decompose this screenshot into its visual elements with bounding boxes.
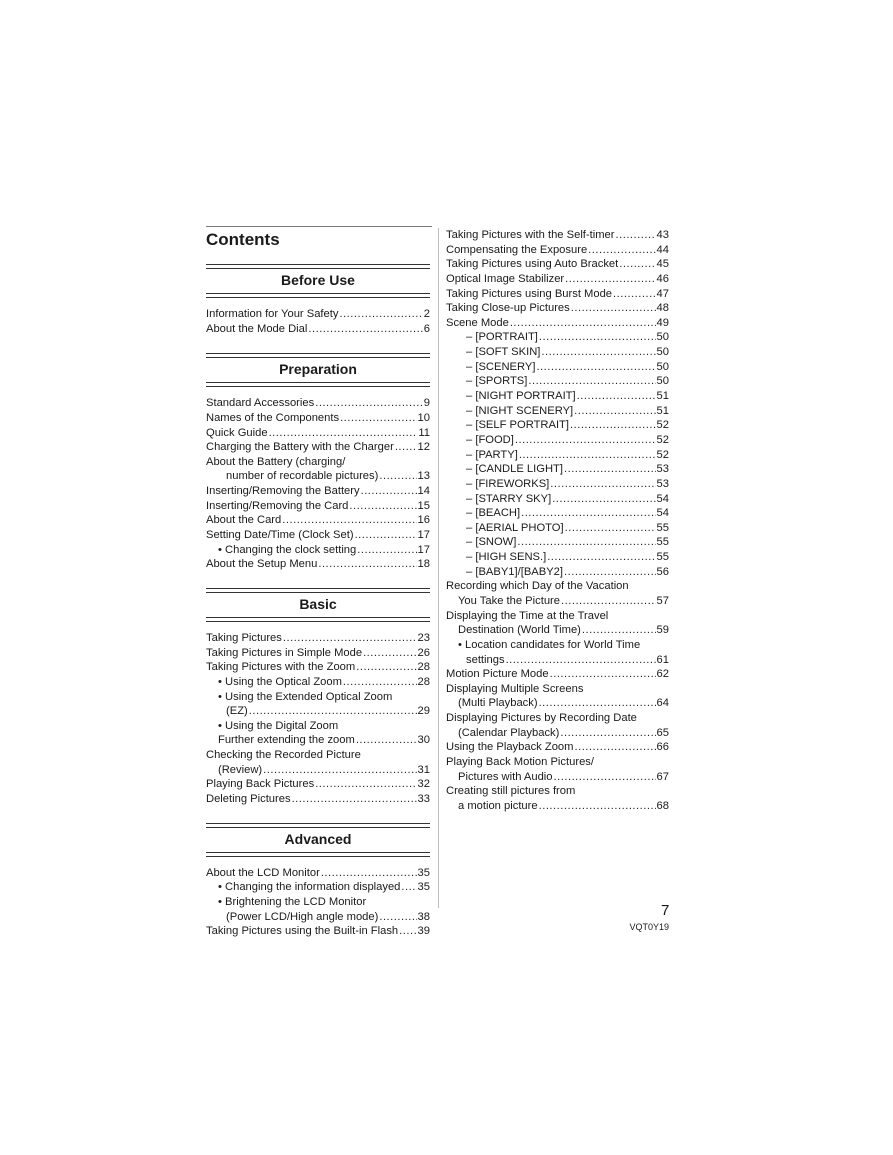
dot-leader (399, 924, 416, 939)
double-rule (206, 588, 430, 593)
toc-entry-page: 30 (417, 734, 430, 747)
toc-entry-label: About the Card (206, 514, 282, 527)
toc-entry (446, 770, 669, 785)
toc-entry (446, 492, 669, 507)
toc-entry (446, 477, 669, 492)
toc-entry-label: Setting Date/Time (Clock Set) (206, 529, 354, 542)
dot-leader (315, 777, 416, 792)
toc-section (206, 264, 430, 336)
toc-entry (206, 484, 430, 499)
toc-entry-label: – [FIREWORKS] (466, 477, 550, 490)
dot-leader (550, 667, 656, 682)
toc-entry (446, 257, 669, 272)
dot-leader (560, 726, 655, 741)
dot-leader (356, 733, 417, 748)
toc-entry-label: Using the Playback Zoom (446, 741, 574, 754)
dot-leader (510, 316, 656, 331)
double-rule (206, 823, 430, 828)
toc-entry-page: 32 (417, 778, 430, 791)
toc-entry (446, 374, 669, 389)
toc-entry-page: 68 (656, 799, 669, 812)
toc-entry (206, 513, 430, 528)
toc-entry (206, 895, 430, 910)
toc-entry-page: 55 (656, 551, 669, 564)
dot-leader (379, 910, 416, 925)
dot-leader (263, 763, 416, 778)
dot-leader (574, 740, 655, 755)
toc-entry-page: 50 (656, 360, 669, 373)
dot-leader (401, 880, 416, 895)
dot-leader (582, 623, 656, 638)
toc-entry-page: 49 (656, 316, 669, 329)
dot-leader (506, 653, 656, 668)
toc-entry-label: Destination (World Time) (458, 624, 581, 637)
section-header (206, 588, 430, 622)
toc-entry-page: 55 (656, 536, 669, 549)
toc-entry (206, 763, 430, 778)
dot-leader (339, 307, 422, 322)
toc-entry-label: Displaying Multiple Screens (446, 682, 584, 695)
toc-entry (206, 792, 430, 807)
toc-entry (446, 287, 669, 302)
toc-entry-label: • Using the Optical Zoom (218, 675, 342, 688)
toc-entry-page: 50 (656, 375, 669, 388)
toc-entry-page: 29 (417, 705, 430, 718)
dot-leader (269, 426, 418, 441)
toc-entry-page: 45 (656, 258, 669, 271)
toc-entry-label: – [HIGH SENS.] (466, 551, 547, 564)
contents-title: Contents (206, 230, 280, 249)
toc-entry-label: – [PORTRAIT] (466, 331, 538, 344)
toc-entry (446, 330, 669, 345)
toc-entry-page: 64 (656, 697, 669, 710)
toc-entry-page: 23 (417, 631, 430, 644)
toc-entry-page: 51 (656, 390, 669, 403)
dot-leader (561, 594, 656, 609)
toc-entry-page: 10 (417, 411, 430, 424)
toc-entry (446, 653, 669, 668)
dot-leader (361, 484, 417, 499)
toc-entry-page: 57 (656, 595, 669, 607)
dot-leader (283, 631, 417, 646)
toc-entry (446, 228, 669, 243)
toc-entry-page: 50 (656, 346, 669, 359)
dot-leader (541, 345, 655, 360)
toc-entry-page: 48 (656, 302, 669, 315)
toc-entry (446, 638, 669, 653)
toc-entry-label: Standard Accessories (206, 397, 315, 410)
toc-entry-label: – [NIGHT SCENERY] (466, 404, 574, 417)
toc-entry-label: Information for Your Safety (206, 307, 339, 320)
page-number: 7 (661, 902, 670, 919)
toc-entry (206, 748, 430, 763)
toc-entry (206, 704, 430, 719)
dot-leader (292, 792, 417, 807)
toc-entry-page: 52 (656, 433, 669, 446)
toc-entry-page: 46 (656, 272, 669, 285)
toc-entry (206, 411, 430, 426)
toc-entry (446, 682, 669, 697)
toc-entry (446, 272, 669, 287)
toc-entry-label: – [SELF PORTRAIT] (466, 419, 569, 432)
dot-leader (521, 506, 655, 521)
toc-entry (206, 396, 430, 411)
toc-entry-page: 28 (417, 675, 430, 688)
toc-list (206, 866, 430, 939)
toc-entry-label: Displaying Pictures by Recording Date (446, 712, 637, 725)
toc-entry (446, 579, 669, 594)
toc-entry-page: 55 (656, 521, 669, 534)
toc-entry-label: Displaying the Time at the Travel (446, 609, 609, 622)
toc-entry (446, 697, 669, 712)
toc-entry-label: – [SCENERY] (466, 360, 536, 373)
section-title: Advanced (284, 830, 352, 847)
toc-entry-page: 12 (417, 441, 430, 454)
toc-section (206, 588, 430, 807)
toc-entry-page: 6 (423, 322, 430, 335)
toc-entry-label: Deleting Pictures (206, 793, 291, 805)
toc-entry (206, 719, 430, 734)
dot-leader (577, 389, 656, 404)
toc-entry-label: Scene Mode (446, 316, 509, 329)
toc-entry (206, 499, 430, 514)
dot-leader (363, 646, 416, 661)
toc-entry (446, 623, 669, 638)
dot-leader (564, 565, 656, 580)
dot-leader (536, 360, 655, 375)
toc-entry-label: You Take the Picture (458, 595, 561, 607)
toc-entry-label: (Calendar Playback) (458, 726, 560, 739)
dot-leader (588, 243, 655, 258)
toc-entry-page: 54 (656, 507, 669, 520)
dot-leader (570, 418, 656, 433)
toc-entry-page: 15 (417, 499, 430, 512)
toc-entry-page: 54 (656, 492, 669, 505)
toc-entry-page: 61 (656, 653, 669, 666)
toc-entry (206, 910, 430, 925)
toc-entry-page: 43 (656, 228, 669, 241)
toc-entry-page: 17 (417, 529, 430, 542)
toc-entry-label: Taking Pictures (206, 631, 282, 644)
toc-list (206, 396, 430, 572)
toc-entry-label: Taking Pictures using Auto Bracket (446, 258, 619, 271)
dot-leader (349, 499, 416, 514)
toc-entry-page: 53 (656, 477, 669, 490)
toc-entry-label: – [STARRY SKY] (466, 492, 552, 505)
toc-entry-label: – [AERIAL PHOTO] (466, 521, 564, 534)
toc-entry (446, 521, 669, 536)
toc-entry (446, 594, 669, 609)
toc-entry-label: (EZ) (226, 705, 248, 718)
toc-entry (206, 675, 430, 690)
dot-leader (315, 396, 423, 411)
toc-entry-label: Taking Pictures using Burst Mode (446, 287, 613, 300)
dot-leader (539, 799, 656, 814)
toc-entry (206, 660, 430, 675)
toc-entry (446, 389, 669, 404)
toc-entry (446, 799, 669, 814)
toc-entry (446, 550, 669, 565)
dot-leader (539, 330, 656, 345)
double-rule (206, 264, 430, 269)
toc-entry-label: Recording which Day of the Vacation (446, 580, 629, 593)
toc-entry-page: 52 (656, 448, 669, 461)
toc-entry-label: settings (466, 653, 505, 666)
toc-entry-label: number of recordable pictures) (226, 470, 379, 483)
toc-entry (446, 535, 669, 550)
toc-entry-label: Taking Pictures with the Zoom (206, 661, 356, 674)
dot-leader (616, 228, 656, 243)
toc-entry-page: 26 (417, 646, 430, 659)
toc-entry-label: Inserting/Removing the Card (206, 499, 349, 512)
toc-entry-label: • Location candidates for World Time (458, 638, 641, 651)
toc-entry (206, 777, 430, 792)
toc-entry (446, 301, 669, 316)
toc-entry-page: 67 (656, 770, 669, 783)
toc-entry (446, 462, 669, 477)
double-rule (206, 617, 430, 622)
toc-entry-label: • Changing the clock setting (218, 543, 357, 556)
toc-entry-label: – [PARTY] (466, 448, 518, 461)
toc-entry (206, 557, 430, 572)
toc-entry (446, 360, 669, 375)
toc-entry (206, 528, 430, 543)
toc-entry-page: 28 (417, 661, 430, 674)
dot-leader (517, 535, 655, 550)
section-title: Preparation (279, 361, 357, 378)
toc-entry (446, 740, 669, 755)
toc-entry (206, 690, 430, 705)
toc-entry-label: (Multi Playback) (458, 697, 538, 710)
section-title: Basic (299, 595, 337, 612)
toc-entry (446, 433, 669, 448)
toc-entry-label: – [SOFT SKIN] (466, 346, 541, 359)
toc-entry-label: Playing Back Motion Pictures/ (446, 756, 594, 769)
toc-entry (446, 404, 669, 419)
sections-container (206, 264, 430, 939)
dot-leader (340, 411, 416, 426)
toc-entry (206, 469, 430, 484)
toc-list (206, 631, 430, 807)
toc-entry-page: 56 (656, 565, 669, 578)
toc-entry (446, 711, 669, 726)
toc-entry-label: Names of the Components (206, 411, 340, 424)
dot-leader (321, 866, 417, 881)
toc-entry-label: • Using the Extended Optical Zoom (218, 690, 393, 703)
toc-entry-label: About the LCD Monitor (206, 866, 320, 879)
dot-leader (539, 696, 656, 711)
dot-leader (308, 322, 422, 337)
toc-entry (206, 322, 430, 337)
toc-entry (446, 609, 669, 624)
toc-entry (446, 667, 669, 682)
toc-entry (446, 418, 669, 433)
dot-leader (519, 448, 656, 463)
double-rule (206, 852, 430, 857)
toc-entry (206, 307, 430, 322)
toc-entry-page: 38 (417, 910, 430, 923)
toc-entry-label: – [FOOD] (466, 433, 514, 446)
toc-entry (206, 455, 430, 470)
toc-entry-page: 65 (656, 726, 669, 739)
toc-entry (206, 924, 430, 939)
dot-leader (554, 770, 656, 785)
dot-leader (282, 513, 416, 528)
dot-leader (571, 301, 656, 316)
section-title: Before Use (281, 272, 355, 288)
double-rule (206, 382, 430, 387)
toc-entry-label: Playing Back Pictures (206, 778, 315, 791)
toc-entry-label: Taking Close-up Pictures (446, 302, 570, 315)
toc-entry-page: 47 (656, 287, 669, 300)
toc-entry (446, 755, 669, 770)
toc-entry-label: Optical Image Stabilizer (446, 272, 565, 285)
toc-entry-label: About the Setup Menu (206, 558, 318, 571)
dot-leader (565, 521, 656, 536)
toc-entry-label: – [SNOW] (466, 536, 517, 549)
dot-leader (249, 704, 417, 719)
toc-entry-label: Taking Pictures in Simple Mode (206, 646, 363, 659)
toc-entry-page: 35 (417, 881, 430, 894)
toc-entry (206, 426, 430, 441)
toc-entry-label: Charging the Battery with the Charger (206, 441, 394, 454)
toc-entry-label: Pictures with Audio (458, 770, 553, 783)
dot-leader (550, 477, 655, 492)
dot-leader (515, 433, 656, 448)
double-rule (206, 293, 430, 298)
toc-entry-page: 13 (417, 470, 430, 483)
toc-section (206, 353, 430, 572)
double-rule (206, 353, 430, 358)
toc-section (206, 823, 430, 939)
toc-entry (206, 543, 430, 558)
toc-entry (446, 784, 669, 799)
dot-leader (547, 550, 655, 565)
toc-entry-label: Further extending the zoom (218, 734, 355, 747)
toc-entry (206, 440, 430, 455)
toc-entry-page: 33 (417, 793, 430, 805)
toc-entry-label: Motion Picture Mode (446, 668, 549, 681)
dot-leader (619, 257, 655, 272)
toc-entry-label: – [BEACH] (466, 507, 521, 520)
toc-entry (206, 631, 430, 646)
toc-entry (446, 506, 669, 521)
document-code: VQT0Y19 (629, 922, 669, 932)
toc-entry-page: 44 (656, 243, 669, 256)
toc-entry-page: 62 (656, 668, 669, 681)
toc-entry-label: – [BABY1]/[BABY2] (466, 565, 564, 578)
toc-entry (446, 448, 669, 463)
dot-leader (564, 462, 656, 477)
toc-entry-label: (Review) (218, 763, 263, 776)
dot-leader (613, 287, 656, 302)
column-divider (438, 228, 439, 908)
toc-entry (206, 880, 430, 895)
toc-entry-page: 11 (418, 426, 430, 439)
section-header (206, 353, 430, 387)
toc-entry (446, 345, 669, 360)
toc-entry-page: 39 (417, 925, 430, 938)
toc-entry-page: 52 (656, 419, 669, 432)
toc-entry (446, 726, 669, 741)
toc-entry-page: 31 (417, 763, 430, 776)
contents-left-column (206, 226, 430, 939)
dot-leader (356, 660, 416, 675)
toc-entry-page: 59 (656, 624, 669, 637)
toc-entry-label: Inserting/Removing the Battery (206, 485, 360, 498)
toc-entry (206, 866, 430, 881)
toc-entry-label: a motion picture (458, 799, 538, 812)
toc-entry-label: About the Mode Dial (206, 322, 308, 335)
dot-leader (343, 675, 417, 690)
toc-entry (446, 243, 669, 258)
toc-entry-label: Taking Pictures with the Self-timer (446, 228, 615, 241)
toc-entry-page: 18 (417, 558, 430, 571)
toc-entry-label: – [SPORTS] (466, 375, 528, 388)
section-header (206, 823, 430, 857)
toc-entry (446, 316, 669, 331)
toc-entry-label: • Using the Digital Zoom (218, 719, 339, 732)
toc-entry-label: Quick Guide (206, 426, 268, 439)
dot-leader (528, 374, 655, 389)
toc-entry-label: • Brightening the LCD Monitor (218, 895, 367, 908)
toc-entry-page: 50 (656, 331, 669, 344)
toc-entry-page: 17 (417, 543, 430, 556)
section-header (206, 264, 430, 298)
toc-entry-label: About the Battery (charging/ (206, 455, 346, 468)
toc-entry (206, 646, 430, 661)
toc-entry-page: 16 (417, 514, 430, 527)
toc-entry-label: Checking the Recorded Picture (206, 749, 361, 762)
dot-leader (318, 557, 416, 572)
dot-leader (379, 469, 416, 484)
toc-entry-label: Taking Pictures using the Built-in Flash (206, 925, 399, 938)
toc-list (206, 307, 430, 336)
dot-leader (574, 404, 655, 419)
toc-entry-page: 9 (423, 397, 430, 410)
toc-entry-label: Compensating the Exposure (446, 243, 588, 256)
toc-entry (206, 733, 430, 748)
toc-entry-page: 53 (656, 463, 669, 476)
toc-entry-label: • Changing the information displayed (218, 881, 401, 894)
toc-entry-label: (Power LCD/High angle mode) (226, 910, 379, 923)
toc-entry-label: Creating still pictures from (446, 785, 576, 798)
dot-leader (552, 492, 655, 507)
toc-entry-page: 2 (423, 307, 430, 320)
toc-entry-page: 35 (417, 866, 430, 879)
toc-entry-label: – [CANDLE LIGHT] (466, 463, 563, 476)
dot-leader (395, 440, 417, 455)
contents-right-column (446, 228, 669, 814)
toc-entry-page: 66 (656, 741, 669, 754)
dot-leader (355, 528, 417, 543)
toc-list-right (446, 228, 669, 814)
toc-entry-label: – [NIGHT PORTRAIT] (466, 390, 576, 403)
toc-entry (446, 565, 669, 580)
toc-entry-page: 51 (656, 404, 669, 417)
toc-entry-page: 14 (417, 485, 430, 498)
dot-leader (565, 272, 655, 287)
dot-leader (357, 543, 416, 558)
